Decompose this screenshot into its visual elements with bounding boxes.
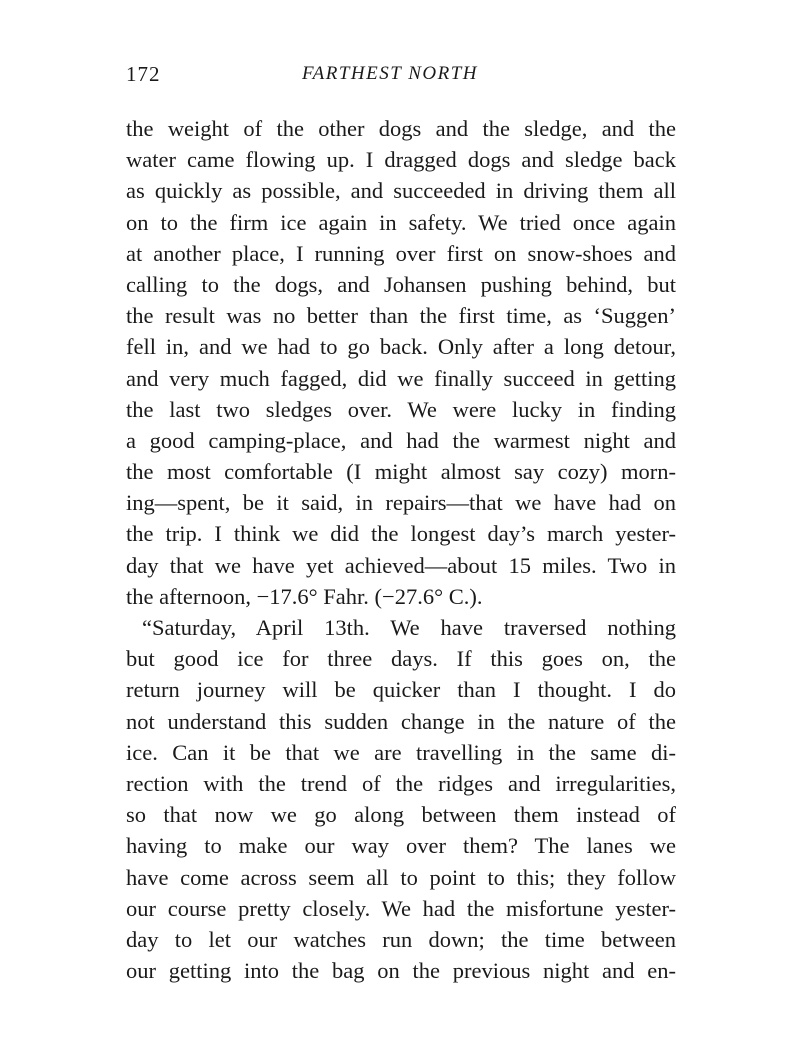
- text-line: a good camping-place, and had the warmest night and: [126, 427, 676, 453]
- text-line: ing—spent, be it said, in repairs—that we have had on: [126, 490, 676, 516]
- running-head: [126, 62, 676, 92]
- text-line: the last two sledges over. We were lucky in finding: [126, 396, 676, 422]
- text-line: but good ice for three days. If this goes on, the: [126, 646, 676, 672]
- text-line: the afternoon, −17.6° Fahr. (−27.6° C.).: [126, 583, 483, 609]
- text-line: have come across seem all to point to this; they follow: [126, 864, 676, 890]
- text-line: on to the firm ice again in safety. We tried once again: [126, 209, 676, 235]
- text-line: the result was no better than the first time, as ‘Suggen’: [126, 303, 676, 329]
- text-line: ice. Can it be that we are travelling in the same di-: [126, 739, 676, 765]
- text-line: not understand this sudden change in the nature of the: [126, 708, 676, 734]
- text-line: “Saturday, April 13th. We have traversed nothing: [142, 615, 676, 640]
- text-line: and very much fagged, did we finally succeed in getting: [126, 365, 676, 391]
- text-line: the trip. I think we did the longest day’s march yester-: [126, 521, 676, 547]
- body-text: [126, 113, 676, 986]
- page-number: 172: [126, 62, 161, 86]
- text-line: fell in, and we had to go back. Only after a long detour,: [126, 334, 676, 360]
- text-line: the weight of the other dogs and the sledge, and the: [126, 116, 676, 141]
- text-line: rection with the trend of the ridges and irregularities,: [126, 770, 676, 796]
- text-line: having to make our way over them? The lanes we: [126, 833, 676, 859]
- text-line: calling to the dogs, and Johansen pushing behind, but: [126, 271, 676, 297]
- text-line: as quickly as possible, and succeeded in driving them all: [126, 178, 676, 204]
- text-line: our course pretty closely. We had the misfortune yester-: [126, 895, 676, 921]
- running-title: FARTHEST NORTH: [302, 63, 479, 84]
- text-line: return journey will be quicker than I thought. I do: [126, 677, 676, 703]
- text-line: our getting into the bag on the previous night and en-: [126, 958, 676, 984]
- text-line: the most comfortable (I might almost say cozy) morn-: [126, 459, 676, 485]
- text-line: at another place, I running over first on snow-shoes and: [126, 240, 676, 266]
- text-line: so that now we go along between them instead of: [126, 802, 676, 828]
- text-line: day that we have yet achieved—about 15 miles. Two in: [126, 552, 676, 578]
- text-line: day to let our watches run down; the time between: [126, 926, 676, 952]
- text-line: water came flowing up. I dragged dogs and sledge back: [126, 147, 676, 173]
